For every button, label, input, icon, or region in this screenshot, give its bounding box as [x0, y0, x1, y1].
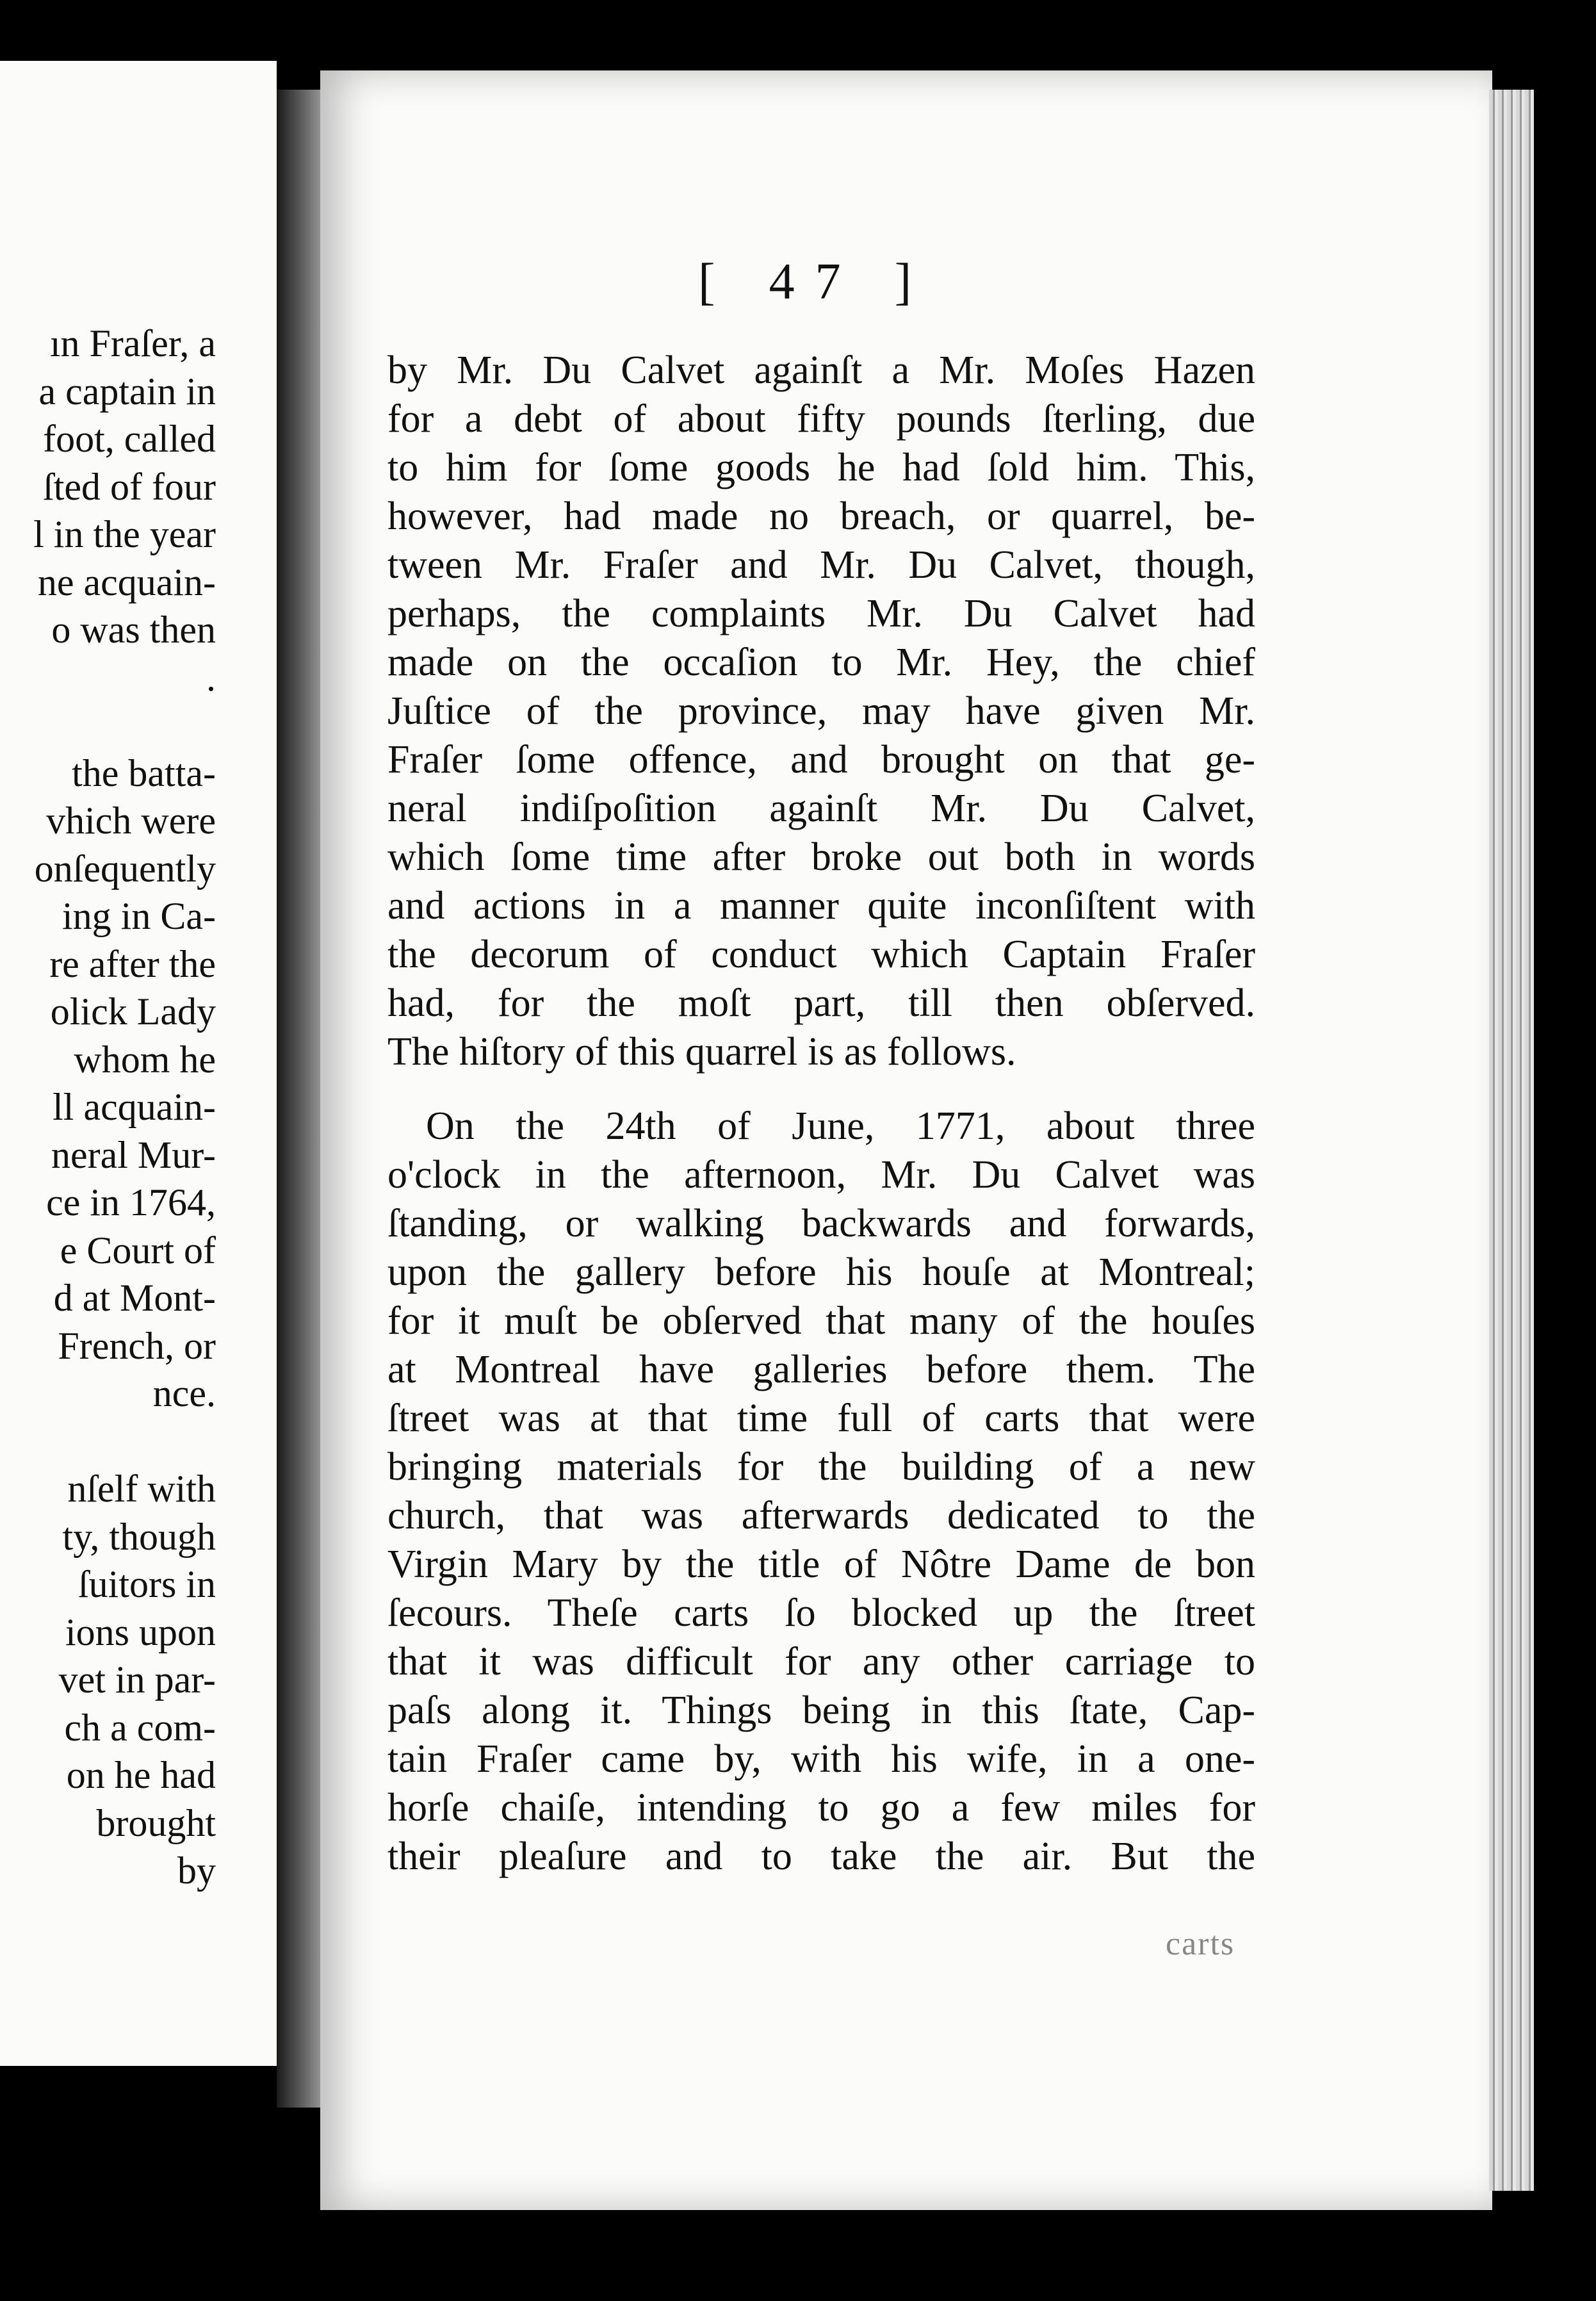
- left-page-line: olick Lady: [50, 990, 216, 1033]
- left-page-line: ing in Ca-: [62, 895, 216, 937]
- text-line: ſtanding, or walking backwards and forwards,: [387, 1202, 1255, 1245]
- paragraph-1: [387, 346, 1255, 1076]
- text-line: paſs along it. Things being in this ſtate, Cap-: [387, 1689, 1255, 1732]
- text-line: to him for ſome goods he had ſold him. This,: [387, 446, 1255, 489]
- left-page-line: nce.: [152, 1372, 216, 1414]
- left-page-line: ch a com-: [64, 1706, 216, 1749]
- text-line: made on the occaſion to Mr. Hey, the chief: [387, 641, 1255, 684]
- text-line: The hiſtory of this quarrel is as follows.: [387, 1030, 1016, 1074]
- text-line: Virgin Mary by the title of Nôtre Dame de bon: [387, 1543, 1255, 1586]
- text-line: ſecours. Theſe carts ſo blocked up the ſtreet: [387, 1591, 1255, 1635]
- left-page-line: l in the year: [33, 513, 216, 555]
- left-page-line: whom he: [74, 1038, 216, 1081]
- left-page-line: re after the: [49, 942, 216, 985]
- left-page-line: the batta-: [72, 751, 216, 794]
- left-page-line: foot, called: [43, 418, 216, 460]
- left-page-line: vhich were: [46, 799, 216, 842]
- text-line: Fraſer ſome offence, and brought on that ge-: [387, 738, 1255, 782]
- left-page-line: French, or: [58, 1324, 216, 1367]
- left-page-line: .: [206, 656, 216, 699]
- left-page-line: onſequently: [34, 847, 216, 890]
- left-page-line: nſelf with: [67, 1468, 216, 1510]
- left-page-line: ın Fraſer, a: [49, 322, 216, 364]
- left-page-line: a captain in: [38, 370, 216, 413]
- left-page-line: ions upon: [65, 1610, 216, 1653]
- left-page-line: ty, though: [62, 1515, 216, 1558]
- left-page-line: e Court of: [60, 1229, 216, 1272]
- left-page-line: ll acquain-: [53, 1086, 216, 1128]
- text-line: which ſome time after broke out both in words: [387, 835, 1255, 879]
- text-line: had, for the moſt part, till then obſerved.: [387, 981, 1255, 1025]
- text-line: tween Mr. Fraſer and Mr. Du Calvet, though,: [387, 543, 1255, 587]
- text-line: bringing materials for the building of a new: [387, 1445, 1255, 1489]
- text-line: at Montreal have galleries before them. The: [387, 1348, 1255, 1391]
- left-page-line: ce in 1764,: [46, 1181, 216, 1224]
- text-line: for a debt of about fifty pounds ſterling, due: [387, 397, 1255, 441]
- left-page-line: neral Mur-: [51, 1133, 216, 1176]
- text-line: their pleaſure and to take the air. But the: [387, 1835, 1255, 1878]
- text-line: church, that was afterwards dedicated to the: [387, 1494, 1255, 1537]
- catchword: carts: [1166, 1926, 1235, 1962]
- left-page-line: vet in par-: [58, 1658, 216, 1701]
- text-line: that it was difficult for any other carriage to: [387, 1640, 1255, 1683]
- text-line: horſe chaiſe, intending to go a few miles for: [387, 1786, 1255, 1830]
- text-line: perhaps, the complaints Mr. Du Calvet had: [387, 592, 1255, 635]
- text-line: tain Fraſer came by, with his wife, in a one-: [387, 1737, 1255, 1781]
- page-number: [ 47 ]: [698, 254, 932, 310]
- left-page-line: ne acquain-: [37, 561, 216, 603]
- text-line: upon the gallery before his houſe at Montreal;: [387, 1250, 1255, 1294]
- text-line: On the 24th of June, 1771, about three: [426, 1104, 1255, 1148]
- left-page-line: by: [177, 1849, 216, 1892]
- text-line: however, had made no breach, or quarrel, be-: [387, 495, 1255, 538]
- page-edges: [1489, 90, 1534, 2191]
- left-page-line: on he had: [66, 1754, 216, 1796]
- left-facing-page: [0, 61, 277, 2066]
- text-line: for it muſt be obſerved that many of the houſes: [387, 1299, 1255, 1343]
- left-page-line: o was then: [51, 609, 216, 651]
- text-line: the decorum of conduct which Captain Fraſer: [387, 933, 1255, 976]
- text-line: neral indiſpoſition againſt Mr. Du Calvet,: [387, 787, 1255, 830]
- left-page-line: ſuitors in: [77, 1563, 216, 1605]
- text-line: by Mr. Du Calvet againſt a Mr. Moſes Hazen: [387, 348, 1255, 392]
- text-line: and actions in a manner quite inconſiſtent with: [387, 884, 1255, 928]
- text-line: Juſtice of the province, may have given Mr.: [387, 689, 1255, 733]
- paragraph-2: [387, 1102, 1255, 1881]
- left-page-line: d at Mont-: [53, 1277, 216, 1319]
- text-line: o'clock in the afternoon, Mr. Du Calvet was: [387, 1153, 1255, 1197]
- text-line: ſtreet was at that time full of carts that were: [387, 1396, 1255, 1440]
- left-page-line: ſted of four: [43, 465, 216, 508]
- left-page-line: brought: [96, 1801, 216, 1844]
